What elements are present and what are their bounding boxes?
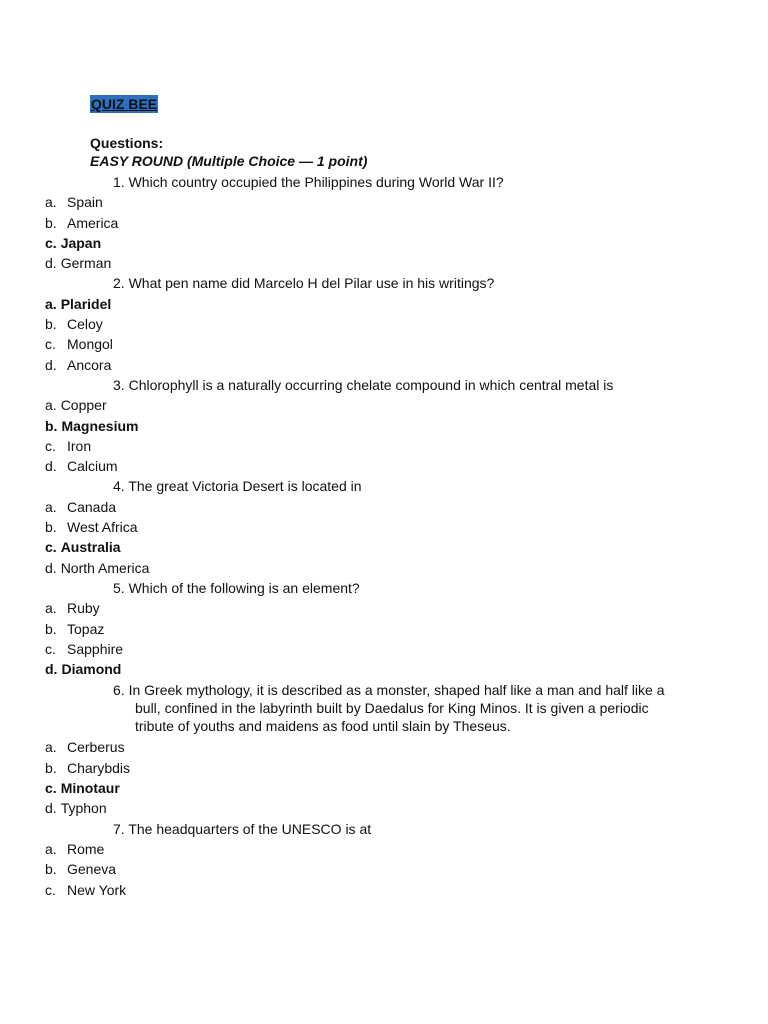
option-text: North America — [60, 559, 150, 576]
option-text: German — [60, 255, 112, 272]
option-letter: d. — [45, 661, 58, 678]
option-text: Canada — [67, 498, 117, 515]
option-letter: b. — [45, 316, 57, 333]
option-text: Ruby — [67, 600, 100, 617]
answer-option-correct — [0, 294, 768, 314]
answer-option-correct — [0, 778, 768, 798]
option-letter: c. — [45, 881, 56, 898]
answer-option — [0, 436, 768, 456]
question-stem — [0, 476, 768, 496]
question-text: bull, confined in the labyrinth built by Daedalus for King Minos. It is given a periodic — [135, 700, 649, 717]
option-text: Geneva — [67, 861, 117, 878]
question-text: The headquarters of the UNESCO is at — [128, 820, 372, 837]
option-letter: b. — [45, 214, 57, 231]
question-item — [0, 172, 768, 273]
question-text: Which of the following is an element? — [128, 579, 360, 596]
answer-option — [0, 192, 768, 212]
question-text: The great Victoria Desert is located in — [128, 478, 362, 495]
option-letter: b. — [45, 861, 57, 878]
question-number: 2. — [113, 275, 125, 292]
question-number: 4. — [113, 478, 125, 495]
option-text: Australia — [60, 539, 121, 556]
question-item — [0, 375, 768, 476]
option-text: America — [67, 214, 119, 231]
question-text: Chlorophyll is a naturally occurring chelate compound in which central metal is — [128, 376, 614, 393]
answer-option — [0, 314, 768, 334]
answer-option — [0, 839, 768, 859]
answer-option — [0, 859, 768, 879]
answer-option — [0, 395, 768, 415]
answer-option — [0, 619, 768, 639]
question-number: 3. — [113, 376, 125, 393]
answer-option — [0, 558, 768, 578]
option-text: Sapphire — [67, 640, 124, 657]
question-number: 5. — [113, 579, 125, 596]
question-stem — [0, 273, 768, 293]
option-text: Mongol — [67, 336, 113, 353]
option-letter: d. — [45, 800, 57, 817]
question-text: tribute of youths and maidens as food until slain by Theseus. — [135, 718, 511, 735]
question-number: 7. — [113, 820, 125, 837]
round-heading: EASY ROUND (Multiple Choice — 1 point) — [90, 153, 368, 169]
question-stem — [0, 172, 768, 192]
option-text: Celoy — [67, 316, 103, 333]
option-letter: b. — [45, 620, 57, 637]
option-text: Cerberus — [67, 739, 125, 756]
option-letter: a. — [45, 600, 57, 617]
answer-option — [0, 456, 768, 476]
option-letter: d. — [45, 559, 57, 576]
question-item — [0, 681, 768, 818]
option-letter: c. — [45, 780, 57, 797]
answer-option — [0, 213, 768, 233]
answer-option-correct — [0, 416, 768, 436]
question-number: 6. — [113, 682, 125, 699]
option-letter: a. — [45, 739, 57, 756]
question-stem — [0, 375, 768, 395]
answer-option — [0, 758, 768, 778]
question-text-continuation — [113, 699, 668, 717]
option-text: Spain — [67, 194, 103, 211]
question-text-line — [113, 375, 668, 395]
option-text: Rome — [67, 840, 105, 857]
option-text: Japan — [60, 234, 102, 251]
option-letter: c. — [45, 437, 56, 454]
question-stem — [0, 578, 768, 598]
option-letter: d. — [45, 255, 57, 272]
question-text-continuation — [113, 717, 668, 735]
option-text: Magnesium — [61, 417, 139, 434]
question-item — [0, 273, 768, 374]
option-letter: b. — [45, 417, 58, 434]
answer-option — [0, 355, 768, 375]
answer-option — [0, 497, 768, 517]
option-text: Topaz — [67, 620, 105, 637]
option-letter: c. — [45, 539, 57, 556]
question-text: In Greek mythology, it is described as a monster, shaped half like a man and half like a — [128, 682, 665, 699]
answer-option — [0, 798, 768, 818]
question-text-line — [113, 172, 668, 192]
question-item — [0, 819, 768, 900]
option-text: Typhon — [60, 800, 107, 817]
question-number: 1. — [113, 174, 125, 190]
answer-option-correct — [0, 233, 768, 253]
option-letter: b. — [45, 759, 57, 776]
questions-heading: Questions: — [90, 135, 164, 151]
question-stem — [0, 681, 768, 735]
answer-option — [0, 334, 768, 354]
option-text: Ancora — [67, 356, 112, 373]
option-text: Minotaur — [60, 780, 120, 797]
answer-option — [0, 517, 768, 537]
question-list — [0, 172, 768, 900]
question-text: What pen name did Marcelo H del Pilar use in his writings? — [128, 275, 495, 292]
answer-option — [0, 737, 768, 757]
answer-option-correct — [0, 659, 768, 679]
document-title: QUIZ BEE — [91, 96, 158, 112]
option-letter: b. — [45, 519, 57, 536]
answer-option-correct — [0, 537, 768, 557]
option-text: Plaridel — [60, 295, 112, 312]
option-text: Iron — [67, 437, 92, 454]
question-text-line — [113, 681, 668, 699]
option-text: Copper — [60, 397, 107, 414]
option-letter: d. — [45, 458, 57, 475]
option-text: New York — [67, 881, 127, 898]
option-letter: a. — [45, 498, 57, 515]
question-text-line — [113, 273, 668, 293]
answer-option — [0, 253, 768, 273]
answer-option — [0, 639, 768, 659]
question-text-line — [113, 578, 668, 598]
option-letter: a. — [45, 840, 57, 857]
question-text: Which country occupied the Philippines during World War II? — [128, 174, 504, 190]
option-text: West Africa — [67, 519, 138, 536]
question-item — [0, 578, 768, 679]
option-letter: a. — [45, 194, 57, 211]
option-text: Diamond — [61, 661, 122, 678]
question-text-line — [113, 819, 668, 839]
option-text: Calcium — [67, 458, 118, 475]
option-letter: c. — [45, 640, 56, 657]
answer-option — [0, 880, 768, 900]
question-item — [0, 476, 768, 577]
option-letter: d. — [45, 356, 57, 373]
option-text: Charybdis — [67, 759, 131, 776]
option-letter: c. — [45, 336, 56, 353]
answer-option — [0, 598, 768, 618]
question-stem — [0, 819, 768, 839]
option-letter: a. — [45, 295, 57, 312]
question-text-line — [113, 476, 668, 496]
option-letter: a. — [45, 397, 57, 414]
option-letter: c. — [45, 234, 57, 251]
